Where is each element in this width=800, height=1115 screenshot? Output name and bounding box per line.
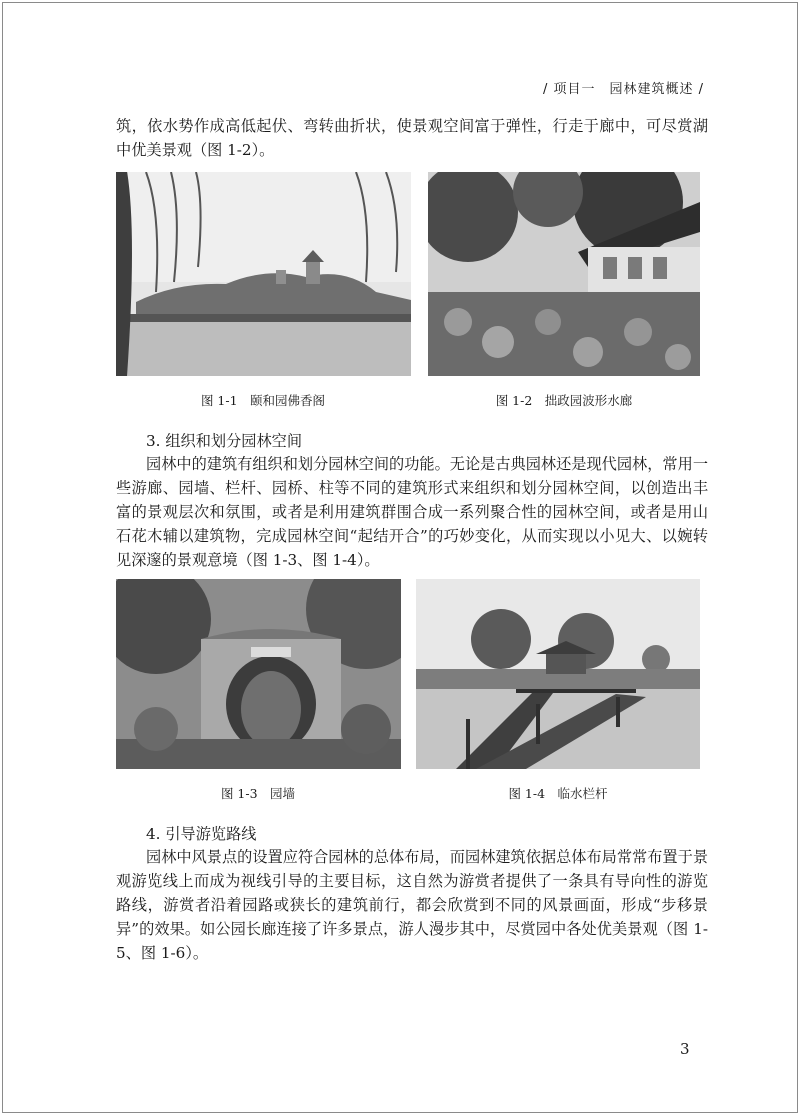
- figure-1-4-photo: [416, 579, 700, 769]
- figure-1-2-photo: [428, 172, 700, 376]
- paragraph-organize-space: 园林中的建筑有组织和划分园林空间的功能。无论是古典园林还是现代园林，常用一些游廊、园墙、栏杆、园桥、柱等不同的建筑形式来组织和划分园林空间，以创造出丰富的景观层次和氛围，或者是利用建筑群围合成一系列聚合性的园林空间，或者是用山石花木辅以建筑物，完成园林空间“起结开合”的巧妙变化，从而实现以小见大、以婉转见深邃的景观意境（图 1-3、图 1-4）。: [116, 455, 708, 569]
- page-number: 3: [680, 1040, 690, 1058]
- figure-1-3-caption: 图 1-3 园墙: [220, 786, 296, 801]
- figure-1-1-photo: [116, 172, 411, 376]
- running-header: / 项目一 园林建筑概述 /: [542, 82, 704, 97]
- figure-1-4-caption: 图 1-4 临水栏杆: [508, 786, 608, 801]
- paragraph-continuation: 筑，依水势作成高低起伏、弯转曲折状，使景观空间富于弹性，行走于廊中，可尽赏湖中优美景观（图 1-2）。: [116, 117, 708, 159]
- section-heading-3: 3. 组织和划分园林空间: [146, 432, 303, 450]
- paragraph-guide-route: 园林中风景点的设置应符合园林的总体布局，而园林建筑依据总体布局常常布置于景观游览线上而成为视线引导的主要目标，这自然为游赏者提供了一条具有导向性的游览路线，游赏者沿着园路或狭长的建筑前行，都会欣赏到不同的风景画面，形成“步移景异”的效果。如公园长廊连接了许多景点，游人漫步其中，尽赏园中各处优美景观（图 1-5、图 1-6）。: [116, 848, 708, 962]
- figure-1-1-caption: 图 1-1 颐和园佛香阁: [200, 393, 326, 408]
- section-heading-4: 4. 引导游览路线: [146, 825, 257, 843]
- figure-1-3-photo: [116, 579, 401, 769]
- figure-1-2-caption: 图 1-2 拙政园波形水廊: [495, 393, 633, 408]
